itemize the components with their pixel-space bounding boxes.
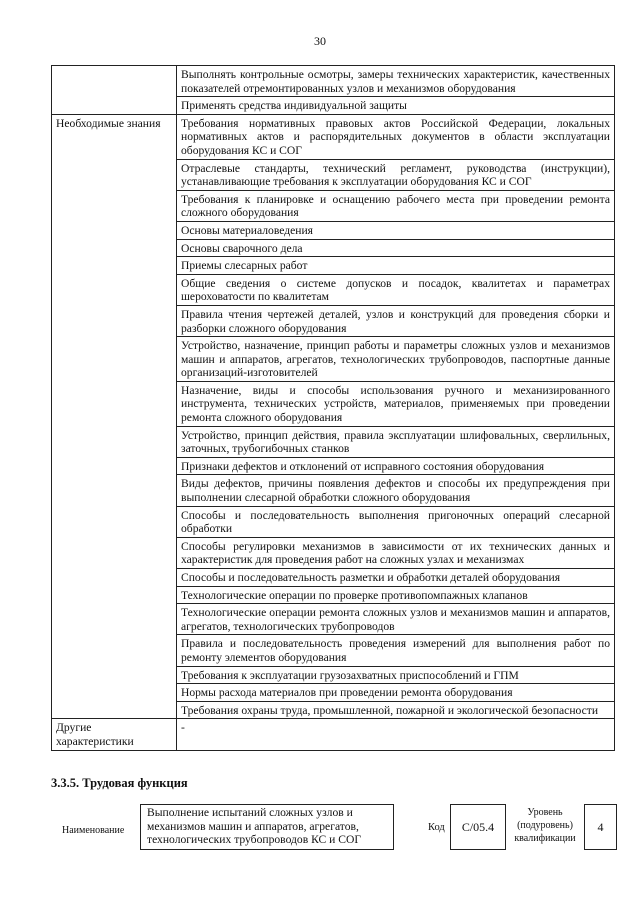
qualification-level-label: Уровень (подуровень) квалификации [514, 807, 576, 844]
requirement-item: Правила чтения чертежей деталей, узлов и конструкций для проведения сборки и разборки сложного оборудования [177, 305, 615, 336]
requirements-table-body [52, 66, 615, 751]
requirement-item: Нормы расхода материалов при проведении ремонта оборудования [177, 684, 615, 702]
code-label: Код [428, 822, 445, 833]
requirement-item: Способы и последовательность выполнения пригоночных операций слесарной обработки [177, 506, 615, 537]
requirement-item: Приемы слесарных работ [177, 257, 615, 275]
requirement-item: Требования к эксплуатации грузозахватных приспособлений и ГПМ [177, 666, 615, 684]
requirement-item: Правила и последовательность проведения измерений для выполнения работ по ремонту элементов оборудования [177, 635, 615, 666]
requirement-item: Общие сведения о системе допусков и посадок, квалитетах и параметрах шероховатости по квалитетам [177, 274, 615, 305]
requirement-item: Выполнять контрольные осмотры, замеры технических характеристик, качественных показателей отремонтированных узлов и механизмов оборудования [177, 66, 615, 97]
table-row [52, 66, 615, 97]
requirement-item: Назначение, виды и способы использования ручного и механизированного инструмента, технических устройств, материалов, применяемых при проведении ремонта сложного оборудования [177, 381, 615, 426]
table-row [52, 719, 615, 750]
row-label-cell [52, 66, 177, 115]
requirement-item: Основы сварочного дела [177, 239, 615, 257]
qualification-level-box: 4 [584, 804, 617, 850]
requirement-item: Требования нормативных правовых актов Российской Федерации, локальных нормативных актов и распорядительных документов в области эксплуатации оборудования КС и СОГ [177, 114, 615, 159]
requirement-item: Устройство, принцип действия, правила эксплуатации шлифовальных, сверлильных, заточных, трубогибочных станков [177, 426, 615, 457]
requirement-item: - [177, 719, 615, 750]
table-row [52, 114, 615, 159]
function-name-box: Выполнение испытаний сложных узлов и механизмов машин и аппаратов, агрегатов, технологических трубопроводов КС и СОГ [140, 804, 394, 850]
function-code-box: С/05.4 [450, 804, 506, 850]
requirement-item: Отраслевые стандарты, технический регламент, руководства (инструкции), устанавливающие требования к эксплуатации оборудования КС и СОГ [177, 159, 615, 190]
requirement-item: Применять средства индивидуальной защиты [177, 97, 615, 115]
requirement-item: Способы и последовательность разметки и обработки деталей оборудования [177, 569, 615, 587]
section-title: 3.3.5. Трудовая функция [51, 776, 188, 790]
page-number: 30 [314, 34, 326, 48]
requirement-item: Требования охраны труда, промышленной, пожарной и экологической безопасности [177, 701, 615, 719]
requirement-item: Устройство, назначение, принцип работы и параметры сложных узлов и механизмов машин и аппаратов, агрегатов, технологических трубопроводов, паспортные данные организаций-изготовителей [177, 337, 615, 382]
requirement-item: Способы регулировки механизмов в зависимости от их технических данных и характеристик для проведения работ на сложных узлах и механизмах [177, 537, 615, 568]
requirement-item: Требования к планировке и оснащению рабочего места при проведении ремонта сложного оборудования [177, 190, 615, 221]
name-label: Наименование [62, 825, 125, 836]
requirement-item: Технологические операции ремонта сложных узлов и механизмов машин и аппаратов, агрегатов, технологических трубопроводов [177, 604, 615, 635]
labor-function-header [0, 804, 640, 854]
requirement-item: Виды дефектов, причины появления дефектов и способы их предупреждения при выполнении слесарной обработки сложного оборудования [177, 475, 615, 506]
row-label-cell: Необходимые знания [52, 114, 177, 719]
requirement-item: Основы материаловедения [177, 221, 615, 239]
requirement-item: Технологические операции по проверке противопомпажных клапанов [177, 586, 615, 604]
requirements-table [51, 65, 615, 751]
requirement-item: Признаки дефектов и отклонений от исправного состояния оборудования [177, 457, 615, 475]
row-label-cell: Другие характеристики [52, 719, 177, 750]
